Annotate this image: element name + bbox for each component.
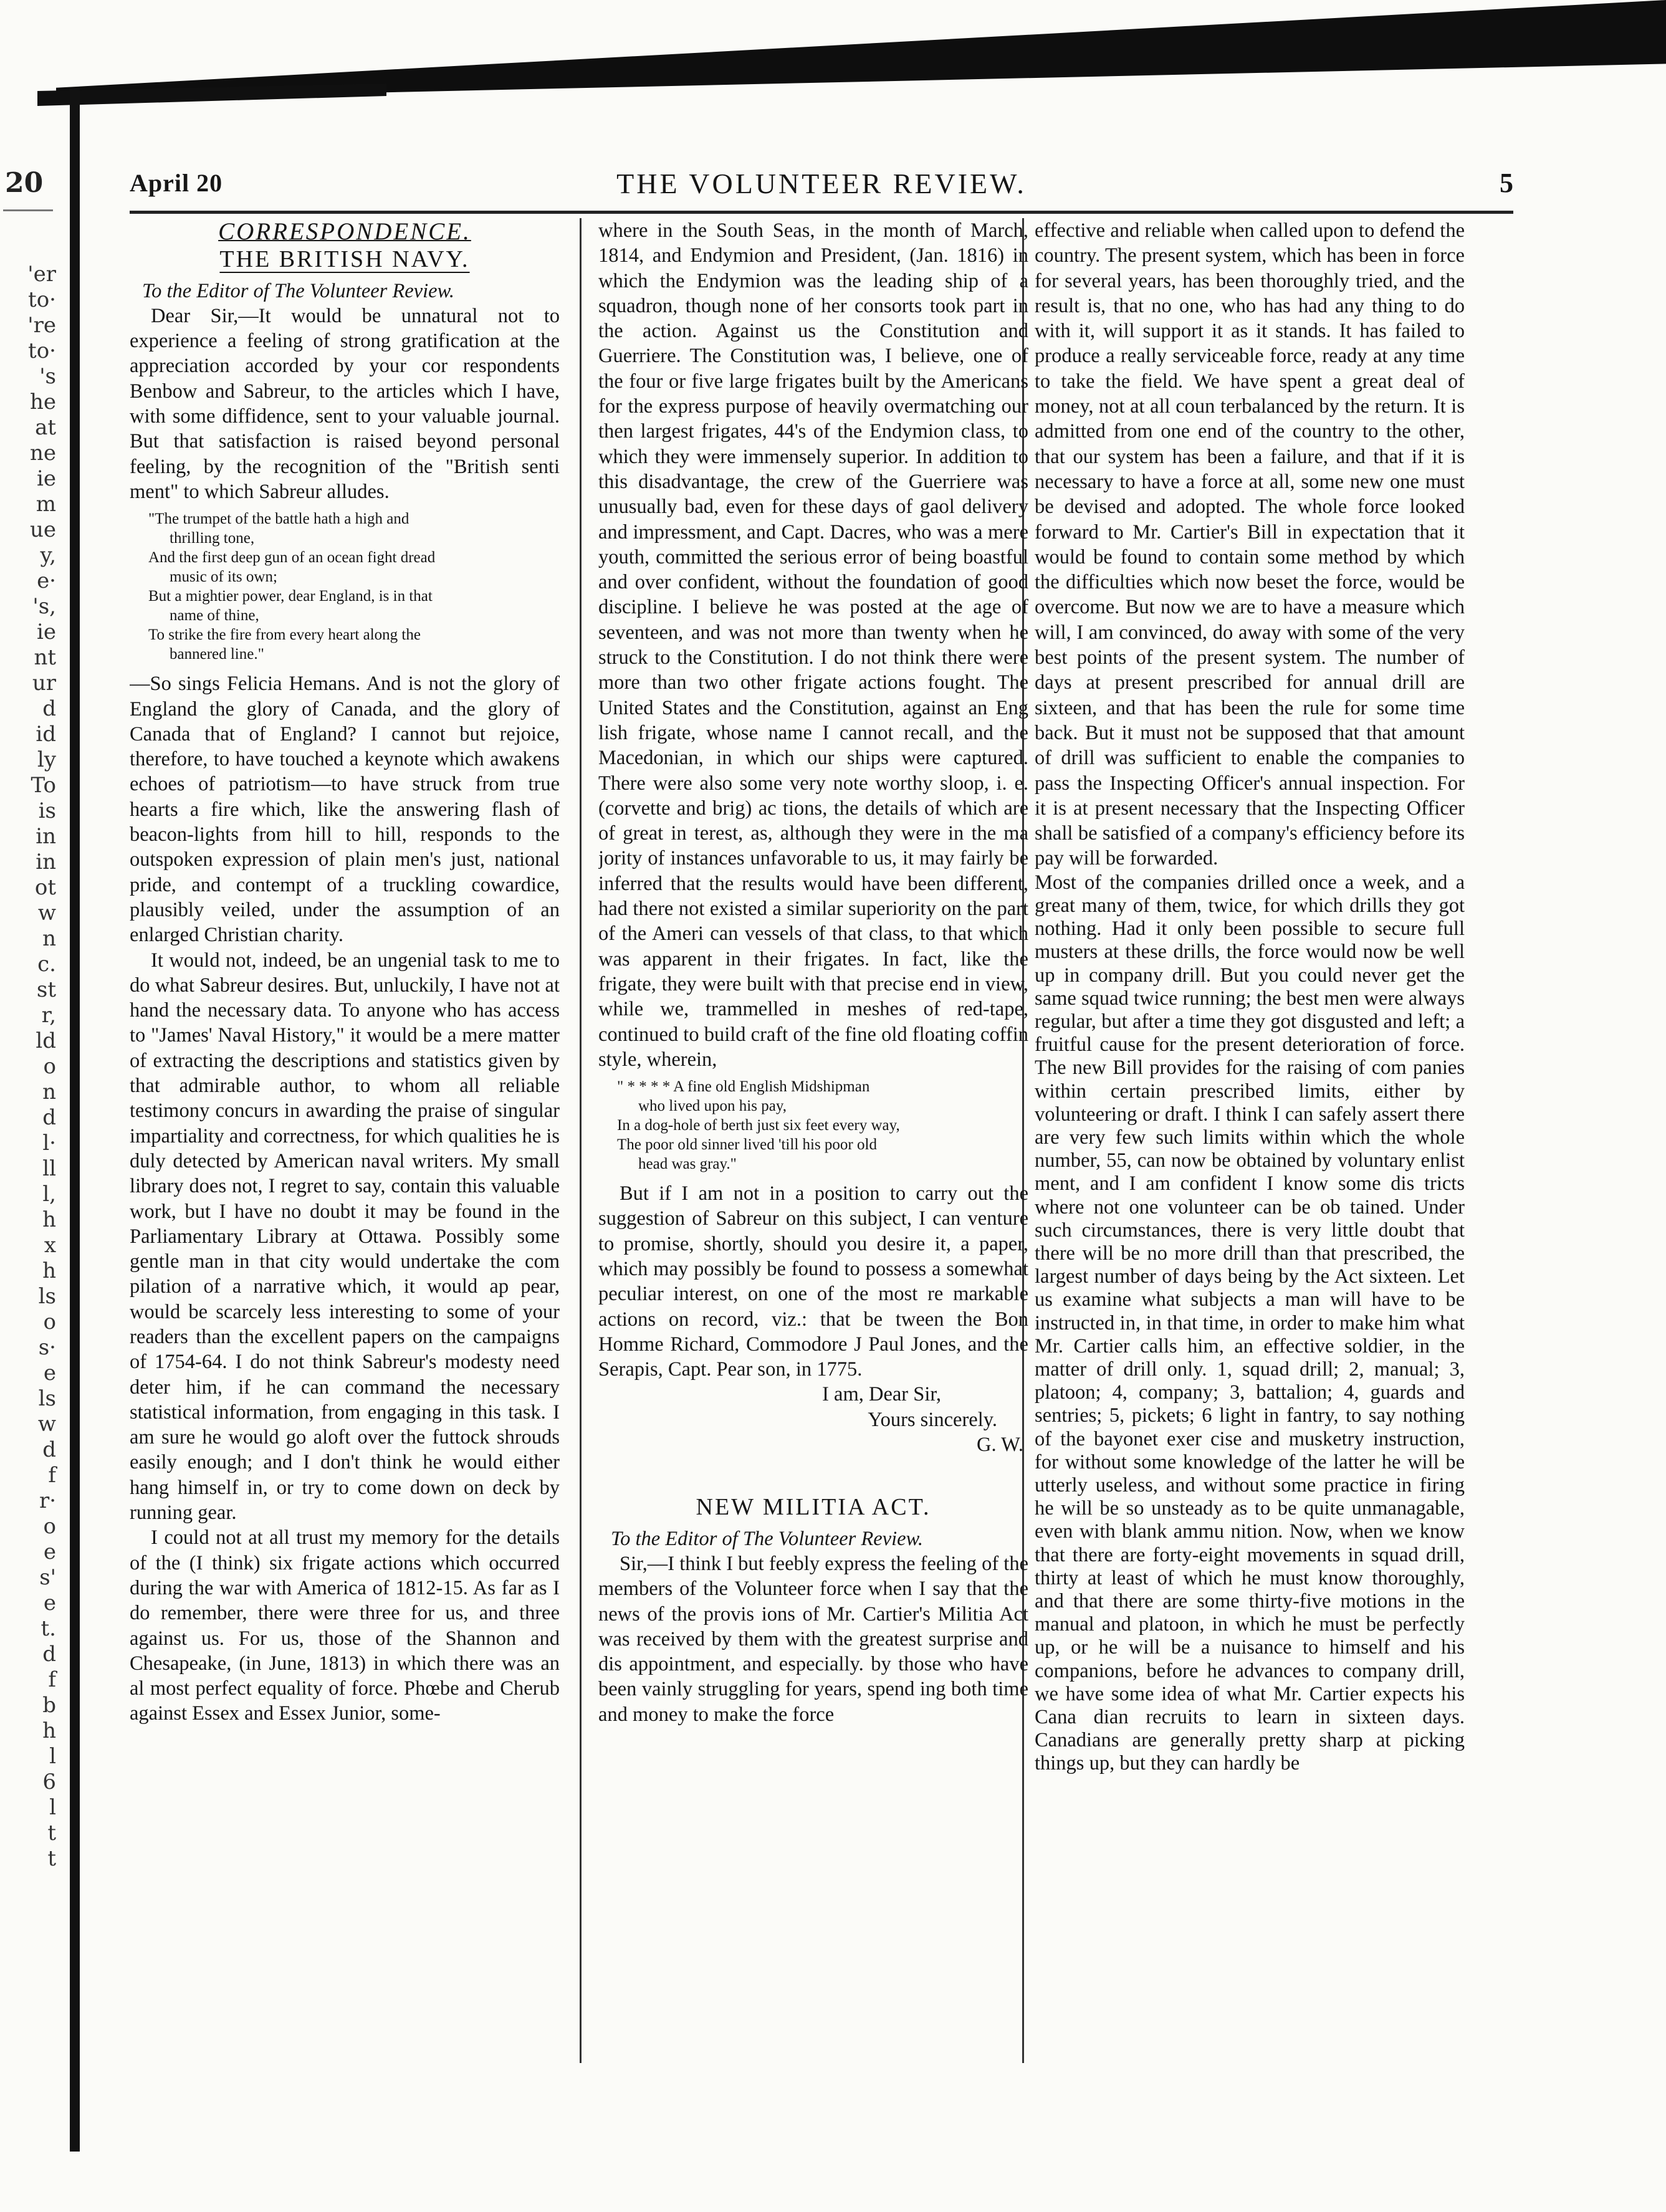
- bleed-fragment: l,: [42, 1182, 56, 1207]
- bleed-fragment: f: [48, 1667, 56, 1692]
- bleed-fragment: b: [42, 1693, 56, 1718]
- article-title: NEW MILITIA ACT.: [696, 1494, 931, 1521]
- bleed-fragment: ot: [34, 875, 56, 900]
- bleed-fragment: e: [43, 1539, 56, 1564]
- bleed-fragment: ls: [38, 1284, 56, 1309]
- previous-page-number: 20: [5, 167, 44, 199]
- bleed-fragment: 6: [42, 1769, 56, 1794]
- bleed-fragment: ly: [37, 747, 56, 772]
- closing: Yours sincerely.: [868, 1408, 997, 1431]
- header-rule: [130, 211, 1513, 214]
- salutation: To the Editor of The Volunteer Review.: [142, 279, 454, 302]
- paragraph: effective and reliable when called upon to defend the country. The present system, which has been in force for several years, has been thoroughly tried, and the result is, that no one, who has had any thing to do with it, will support it as it stands. It has failed to produce a really serviceable force, ready at any time to take the field. We have spent a great deal of money, not at all coun terbalanced by the return. It is admitted from one end of the country to the other, that our system has been a failure, and that if it is necessary to have a force at all, some new one must be devised and adopted. The whole force looked forward to Mr. Cartier's Bill in expectation that it would be found to contain some method by which the difficulties which now beset the force, would be overcome. But now we are to have a measure which will, I am convinced, do away with some of the very best points of the present system. The number of days at present prescribed for annual drill are sixteen, and that has been the rule for some time back. But it must not be supposed that that amount of drill was sufficient to enable the companies to pass the Inspecting Officer's annual inspection. For it is at present necessary that the Inspecting Officer shall be satisfied of a company's efficiency before its pay will be forwarded.: [1035, 219, 1465, 870]
- bleed-fragment: t: [47, 1821, 56, 1846]
- bleed-fragment: in: [36, 824, 56, 849]
- bleed-fragment: to·: [28, 287, 56, 312]
- bleed-fragment: e: [43, 1361, 56, 1386]
- header-date: April 20: [130, 169, 223, 197]
- paragraph: I could not at all trust my memory for the details of the (I think) six frigate actions which occurred during the war with America of 1812-15. As far as I do remember, there were three for us, and three against us. For us, those of the Shannon and Chesapeake, (in June, 1813) in which there was an al most perfect equality of force. Phœbe and Cherub against Essex and Essex Junior, some-: [130, 1526, 560, 1725]
- page-number: 5: [1500, 168, 1513, 198]
- section-heading: CORRESPONDENCE.: [218, 218, 471, 245]
- signature: G. W.: [977, 1434, 1023, 1457]
- bleed-fragment: n: [42, 926, 56, 951]
- bleed-fragment: 's,: [32, 594, 56, 619]
- paragraph: Sir,—I think I but feebly express the feeling of the members of the Volunteer force when I say that the news of the provis ions of Mr. Cartier's Militia Act was received by them with the greatest surprise and dis appointment, and especially. by those who have been vainly struggling for years, spend ing both time and money to make the force: [598, 1552, 1028, 1726]
- paragraph: But if I am not in a position to carry out the suggestion of Sabreur on this subject, I can venture to promise, shortly, should you desire it, a paper, which may possibly be found to possess a somewhat peculiar interest, on one of the most re markable actions on record, viz.: that be tween the Bon Homme Richard, Commodore J Paul Jones, and the Serapis, Capt. Pear son, in 1775.: [598, 1182, 1028, 1381]
- bleed-fragment: x: [44, 1233, 56, 1258]
- bleed-fragment: d: [42, 696, 56, 721]
- paragraph: —So sings Felicia Hemans. And is not the glory of England the glory of Canada, and the glory of Canada that of England? I cannot but rejoice, therefore, to have touched a keynote which awakens echoes of patriotism—to have struck from true hearts a fire which, like the answering flash of beacon-lights from hill to hill, responds to the outspoken expression of plain men's just, national pride, and contempt of a truckling cowardice, plausibly veiled, under the assumption of an enlarged Christian charity.: [130, 673, 560, 947]
- paragraph: Dear Sir,—It would be unnatural not to experience a feeling of strong gratification at the appreciation accorded by your cor respondents Benbow and Sabreur, to the articles which I have, with some diffidence, sent to your valuable journal. But that satisfaction is raised beyond personal feeling, by the recognition of the "British senti ment" to which Sabreur alludes.: [130, 304, 560, 503]
- bleed-fragment: t: [47, 1846, 56, 1871]
- column-1: [130, 218, 560, 2076]
- bleed-fragment: h: [42, 1718, 56, 1743]
- bleed-fragment: d: [42, 1437, 56, 1462]
- column-2: [598, 218, 1028, 2076]
- bleed-fragment: y,: [40, 543, 56, 568]
- bleed-fragment: o: [43, 1309, 56, 1334]
- bleed-fragment: 'er: [27, 262, 56, 287]
- bleed-fragment: id: [36, 722, 56, 747]
- bleed-fragment: d: [42, 1105, 56, 1130]
- bleed-fragment: o: [43, 1054, 56, 1079]
- bleed-fragment: h: [42, 1207, 56, 1232]
- poem-quote: "The trumpet of the battle hath a high and thrilling tone, And the first deep gun of an ocean fight dread music of its own; But a mightier power, dear England, is in that name of thine, To strike the fire from every heart along the bannered line.": [148, 510, 436, 663]
- bleed-fragment: h: [42, 1258, 56, 1283]
- bleed-fragment: f: [48, 1463, 56, 1488]
- bleed-fragment: s': [39, 1565, 56, 1590]
- bleed-fragment: to·: [28, 338, 56, 363]
- bleed-fragment: To: [31, 773, 56, 798]
- bleed-fragment: w: [37, 901, 56, 926]
- bleed-fragment: c.: [37, 952, 56, 977]
- bleed-fragment: l: [49, 1744, 56, 1769]
- bleed-fragment: ls: [38, 1386, 56, 1411]
- bleed-fragment: he: [29, 390, 56, 414]
- bleed-fragment: at: [35, 415, 56, 440]
- bleed-fragment: r·: [39, 1488, 56, 1513]
- poem-quote: " * * * * A fine old English Midshipman who lived upon his pay, In a dog-hole of berth just six feet every way, The poor old sinner lived 'till his poor old head was gray.": [617, 1078, 900, 1173]
- scan-top-shadow: [56, 0, 1666, 100]
- bleed-fragment: nt: [34, 645, 56, 670]
- bleed-fragment: ll: [42, 1156, 56, 1181]
- previous-page-bleed: [0, 0, 56, 2212]
- bleed-fragment: s·: [38, 1335, 56, 1360]
- salutation: To the Editor of The Volunteer Review.: [611, 1527, 923, 1550]
- bleed-fragment: r,: [41, 1003, 56, 1028]
- bleed-fragment: 's: [39, 364, 56, 389]
- closing: I am, Dear Sir,: [822, 1383, 941, 1406]
- bleed-fragment: l: [49, 1795, 56, 1820]
- scan-left-edge: [70, 89, 80, 2152]
- bleed-fragment: ur: [32, 671, 56, 696]
- column-3: [1035, 218, 1465, 2076]
- bleed-fragment: is: [38, 798, 56, 823]
- page-header: [130, 167, 1513, 211]
- bleed-fragment: n: [42, 1080, 56, 1104]
- bleed-fragment: ie: [37, 620, 56, 644]
- column-rule: [580, 218, 582, 2063]
- paragraph: It would not, indeed, be an ungenial task to me to do what Sabreur desires. But, unluckily, I have not at hand the necessary data. To anyone who has access to "James' Naval History," it would be a mere matter of extracting the descriptions and statistics given by that admirable author, to whom all reliable testimony concurs in awarding the praise of singular impartiality and correctness, for which qualities he is duly detected by American naval writers. My small library does not, I regret to say, contain this valuable work, but I have no doubt it may be found in the Parliamentary Library at Ottawa. Possibly some gentle man in that city would undertake the com pilation of a narrative which, it would ap pear, would be scarcely less interesting to some of your readers than the excellent papers on the campaigns of 1754-64. I do not think Sabreur's modesty need deter him, if he can command the necessary statistical information, from engaging in this task. I am sure he would go aloft over the futtock shrouds easily enough; and I don't think he would either hang himself in, or try to come down on deck by running gear.: [130, 949, 560, 1525]
- bleed-fragment: o: [43, 1514, 56, 1539]
- bleed-fragment: m: [36, 492, 56, 517]
- article-title: THE BRITISH NAVY.: [219, 246, 470, 273]
- paragraph: Most of the companies drilled once a week, and a great many of them, twice, for which drills they got nothing. Had it only been possible to secure full musters at these drills, the force would now be well up in company drill. But you could never get the same squad twice running; the best men were always regular, but after a time they got disgusted and left; a fruitful cause for the present deterioration of force. The new Bill provides for the raising of com panies within certain prescribed limits, either by volunteering or draft. I think I can safely assert there are very few such limits within which the whole number, 55, can now be obtained by voluntary enlist ment, and I am confident I know some dis tricts where not one volunteer can be ob tained. Under such circumstances, there is very little doubt that there will be no more drill than that prescribed, the largest number of days being by the Act sixteen. Let us examine what subjects a man will have to be instructed in, in that time, in order to make him what Mr. Cartier calls him, an effective soldier, in the matter of drill only. 1, squad drill; 2, manual; 3, platoon; 4, company; 3, battalion; 4, guards and sentries; 5, pickets; 6 light in fantry, to say nothing of the bayonet exer cise and musketry instruction, for without some knowledge of the latter he will be utterly useless, and without some practice in firing he will be so unsteady as to be quite unmanagable, even with blank ammu nition. Now, when we know that there are forty-eight movements in squad drill, thirty at least of which he must know thoroughly, and that there are some thirty-five motions in the manual and platoon, in which he must be perfectly up, or he will be a nuisance to himself and his companions, before he advances to company drill, we have some idea of what Mr. Cartier expects his Cana dian recruits to learn in sixteen days. Canadians are generally pretty sharp at picking things up, but they can hardly be: [1035, 871, 1465, 1775]
- bleed-fragment: ue: [29, 517, 56, 542]
- bleed-fragment: d: [42, 1642, 56, 1667]
- bleed-fragment: ld: [36, 1028, 56, 1053]
- paragraph: where in the South Seas, in the month of March, 1814, and Endymion and President, (Jan. 1816) in which the Endymion was the leading ship of a squadron, though none of her consorts took part in the action. Against us the Constitution and Guerriere. The Constitution was, I believe, one of the four or five large frigates built by the Americans for the express purpose of heavily overmatching our then largest frigates, 44's of the Endymion class, to which they were immensely superior. In addition to this disadvantage, the crew of the Guerriere was unusually bad, even for these days of gaol delivery and impressment, and Capt. Dacres, who was a mere youth, committed the serious error of being boastful and over confident, without the foundation of good discipline. I believe he was posted at the age of seventeen, and was not more than twenty when he struck to the Constitution. I do not think there were more than two other frigate actions fought. The United States and the Constitution, against an Eng lish frigate, whose name I cannot recall, and the Macedonian, in which our ships were captured. There were also some very note worthy sloop, i. e. (corvette and brig) ac tions, the details of which are of great in terest, as, although they were in the ma jority of instances unfavorable to us, it may fairly be inferred that the results would have been different, had there not existed a similar superiority on the part of the Ameri can vessels of that class, to that which was apparent in their frigates. In fact, like the frigate, they were built with that precise end in view, while we, trammelled in meshes of red-tape, continued to build craft of the fine old floating coffin style, wherein,: [598, 219, 1028, 1071]
- bleed-fragment: e: [43, 1591, 56, 1616]
- bleed-fragment: st: [36, 977, 56, 1002]
- bleed-fragment: ie: [37, 466, 56, 491]
- bleed-fragment: e·: [37, 568, 56, 593]
- bleed-fragment: l·: [42, 1131, 56, 1156]
- bleed-fragment: in: [36, 850, 56, 874]
- bleed-fragment: w: [37, 1412, 56, 1437]
- bleed-fragment: t.: [41, 1616, 56, 1641]
- header-title: THE VOLUNTEER REVIEW.: [616, 168, 1027, 199]
- bleed-fragment: 're: [27, 313, 56, 338]
- bleed-fragment: ne: [29, 441, 56, 466]
